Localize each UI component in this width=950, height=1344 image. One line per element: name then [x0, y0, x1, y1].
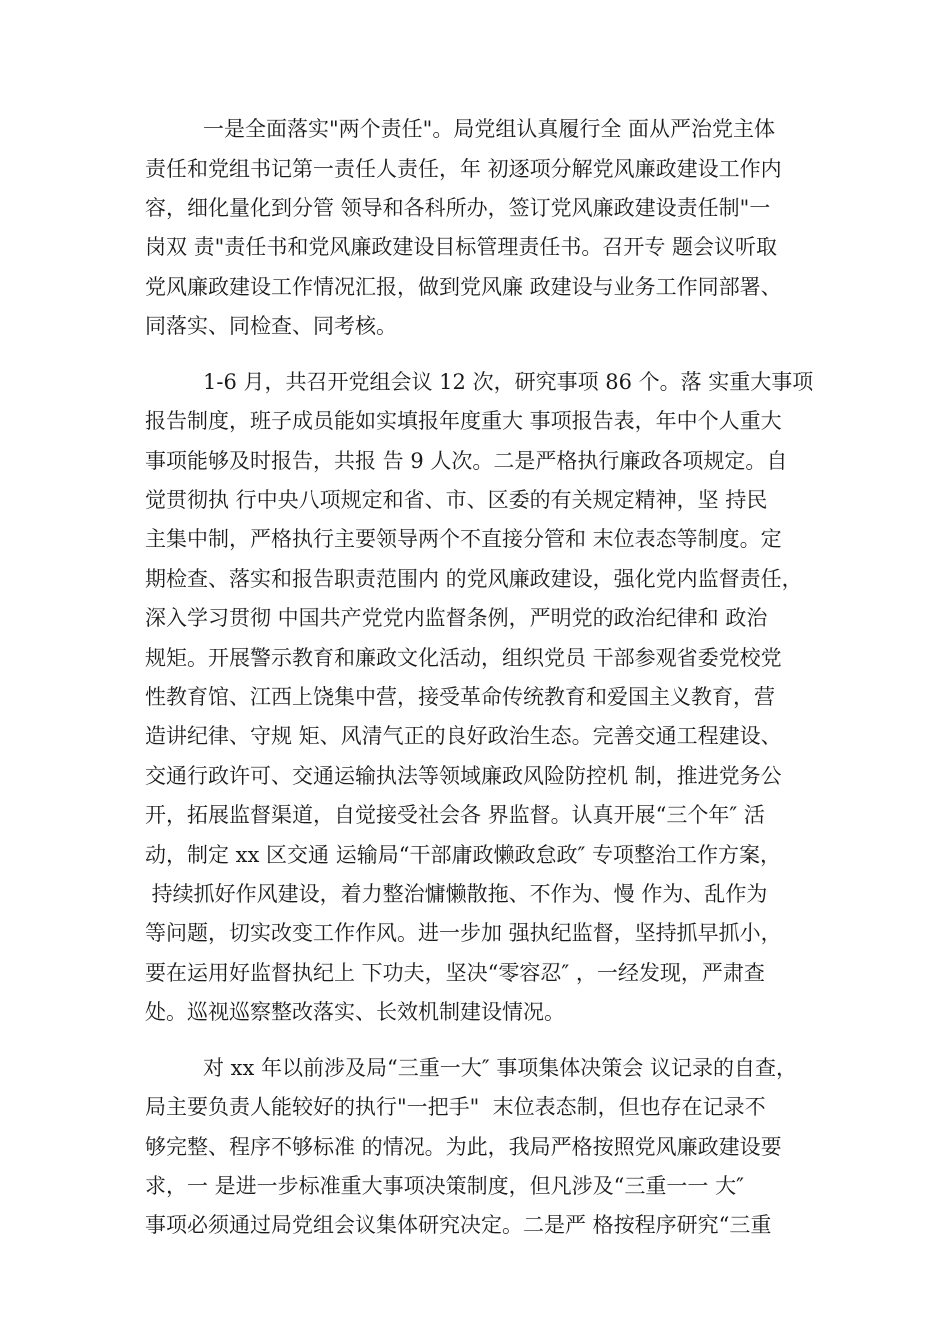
- text-line: 对 xx 年以前涉及局“三重一大″ 事项集体决策会 议记录的自查，: [203, 1056, 797, 1080]
- text-line: 一是全面落实"两个责任"。局党组认真履行全 面从严治党主体: [203, 117, 775, 141]
- text-line: 开，拓展监督渠道，自觉接受社会各 界监督。认真开展“三个年″ 活: [145, 803, 765, 827]
- text-line: 性教育馆、江西上饶集中营，接受革命传统教育和爱国主义教育，营: [145, 685, 775, 709]
- text-line: 事项能够及时报告，共报 告 9 人次。二是严格执行廉政各项规定。自: [145, 449, 788, 473]
- text-line: 等问题，切实改变工作作风。进一步加 强执纪监督，坚持抓早抓小，: [145, 921, 782, 945]
- text-line: 岗双 责"责任书和党风廉政建设目标管理责任书。召开专 题会议听取: [145, 235, 778, 259]
- text-line: 报告制度，班子成员能如实填报年度重大 事项报告表，年中个人重大: [145, 409, 782, 433]
- text-line: 同落实、同检查、同考核。: [145, 314, 397, 338]
- text-line: 局主要负责人能较好的执行"一把手" 末位表态制，但也存在记录不: [145, 1095, 766, 1119]
- text-line: 党风廉政建设工作情况汇报，做到党风廉 政建设与业务工作同部署、: [145, 275, 782, 299]
- text-line: 交通行政许可、交通运输执法等领域廉政风险防控机 制，推进党务公: [145, 764, 782, 788]
- text-line: 要在运用好监督执纪上 下功夫，坚决“零容忍″ ，一经发现，严肃查: [145, 961, 765, 985]
- text-line: 容，细化量化到分管 领导和各科所办，签订党风廉政建设责任制"一: [145, 196, 771, 220]
- text-line: 求，一 是进一步标准重大事项决策制度，但凡涉及“三重一一 大″: [145, 1174, 744, 1198]
- text-line: 持续抓好作风建设，着力整治慵懒散拖、不作为、慢 作为、乱作为: [145, 882, 768, 906]
- text-line: 深入学习贯彻 中国共产党党内监督条例，严明党的政治纪律和 政治: [145, 606, 768, 630]
- text-line: 觉贯彻执 行中央八项规定和省、市、区委的有关规定精神，坚 持民: [145, 488, 768, 512]
- text-line: 规矩。开展警示教育和廉政文化活动，组织党员 干部参观省委党校党: [145, 646, 782, 670]
- text-line: 责任和党组书记第一责任人责任，年 初逐项分解党风廉政建设工作内: [145, 157, 782, 181]
- text-line: 动，制定 xx 区交通 运输局“干部庸政懒政怠政″ 专项整治工作方案，: [145, 843, 781, 867]
- text-line: 事项必须通过局党组会议集体研究决定。二是严 格按程序研究“三重: [145, 1213, 772, 1237]
- text-line: 造讲纪律、守规 矩、风清气正的良好政治生态。完善交通工程建设、: [145, 724, 782, 748]
- text-line: 主集中制，严格执行主要领导两个不直接分管和 末位表态等制度。定: [145, 527, 782, 551]
- text-line: 期检查、落实和报告职责范围内 的党风廉政建设，强化党内监督责任，: [145, 567, 803, 591]
- text-line: 1-6 月，共召开党组会议 12 次，研究事项 86 个。落 实重大事项: [203, 370, 814, 394]
- text-line: 处。巡视巡察整改落实、长效机制建设情况。: [145, 1000, 565, 1024]
- text-line: 够完整、程序不够标准 的情况。为此，我局严格按照党风廉政建设要: [145, 1135, 782, 1159]
